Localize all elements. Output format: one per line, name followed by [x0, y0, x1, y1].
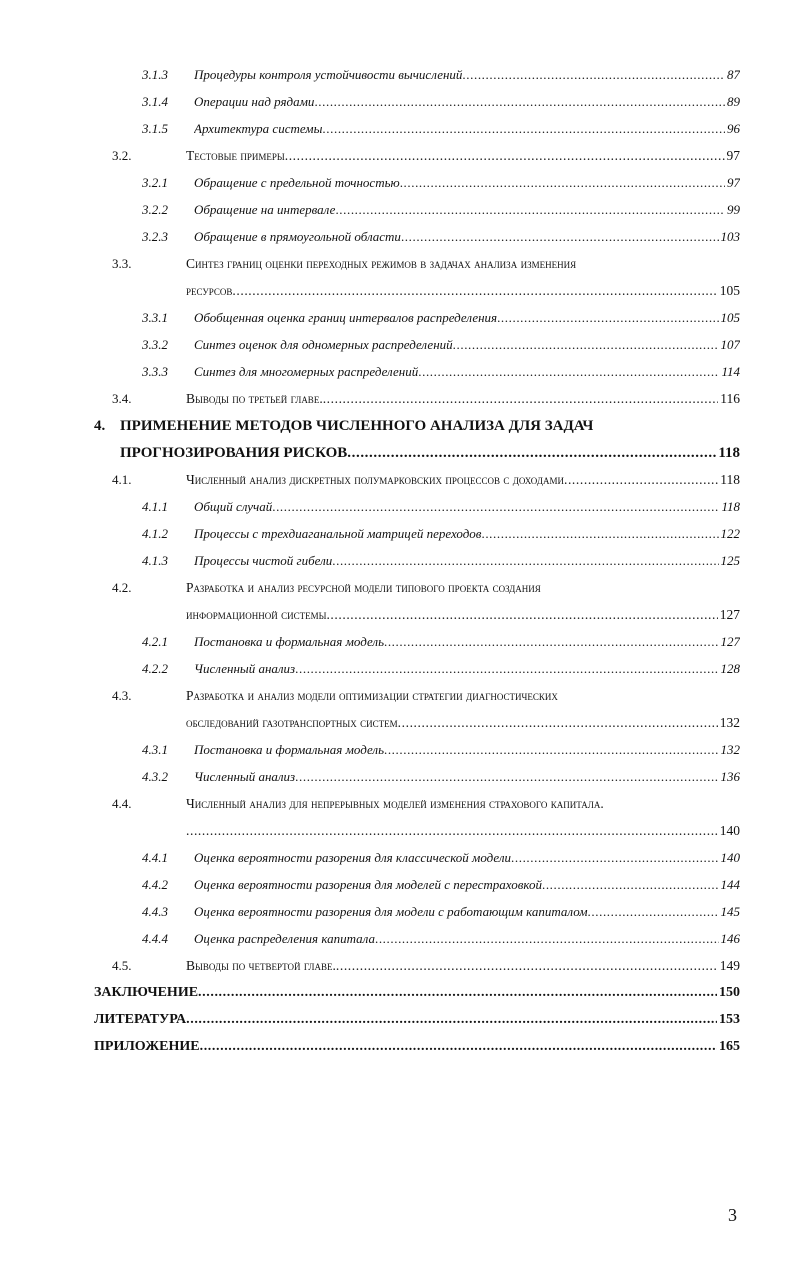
toc-title-continuation: ресурсов — [186, 283, 233, 298]
toc-page: 87 — [727, 67, 740, 82]
toc-leader — [511, 845, 718, 871]
toc-page: 114 — [721, 364, 740, 379]
toc-number: 3.3.3 — [142, 364, 168, 379]
toc-row — [0, 224, 799, 250]
toc-number: 4.2.1 — [142, 634, 168, 649]
toc-number: 4.3. — [112, 688, 132, 703]
toc-leader — [375, 926, 719, 952]
toc-number: 3.1.5 — [142, 121, 168, 136]
toc-title: Синтез границ оценки переходных режимов в задачах анализа изменения — [186, 256, 577, 271]
toc-row — [0, 980, 799, 1006]
toc-entry — [120, 440, 740, 466]
toc-title: ЗАКЛЮЧЕНИЕ — [94, 985, 199, 1000]
toc-entry — [194, 494, 740, 520]
toc-title-continuation: информационной системы — [186, 607, 327, 622]
toc-page: 116 — [720, 391, 740, 406]
toc-entry — [194, 737, 740, 763]
toc-row — [0, 926, 799, 952]
toc-title-continuation: ПРОГНОЗИРОВАНИЯ РИСКОВ — [120, 445, 348, 461]
toc-row — [0, 494, 799, 520]
toc-number: 3.3.2 — [142, 337, 168, 352]
toc-page: 99 — [727, 202, 740, 217]
toc-page: 118 — [718, 445, 740, 461]
toc-page: 153 — [719, 1012, 740, 1027]
toc-number: 4.1.2 — [142, 526, 168, 541]
toc-number: 3.3.1 — [142, 310, 168, 325]
toc-number: 4.4. — [112, 796, 132, 811]
toc-title: Обобщенная оценка границ интервалов распределения — [194, 310, 498, 325]
toc-page: 89 — [727, 94, 740, 109]
toc-entry — [194, 224, 740, 250]
toc-entry — [94, 1034, 740, 1060]
toc-row — [0, 764, 799, 790]
toc-page: 132 — [720, 742, 740, 757]
toc-leader — [295, 656, 718, 682]
toc-row-continuation — [0, 278, 799, 304]
toc-page: 132 — [719, 715, 740, 730]
toc-number: 3.4. — [112, 391, 132, 406]
toc-entry — [194, 89, 740, 115]
toc-title: Численный анализ дискретных полумарковских процессов с доходами — [186, 472, 564, 487]
toc-row — [0, 548, 799, 574]
toc-row — [0, 656, 799, 682]
toc-entry — [186, 467, 740, 493]
toc-leader — [418, 359, 719, 385]
toc-row-continuation — [0, 818, 799, 844]
toc-leader — [186, 1007, 717, 1033]
toc-entry — [194, 926, 740, 952]
toc-row — [0, 143, 799, 169]
toc-row-continuation — [0, 440, 799, 466]
toc-leader — [453, 332, 719, 358]
toc-entry — [194, 62, 740, 88]
toc-leader — [347, 440, 716, 466]
toc-number: 4.3.1 — [142, 742, 168, 757]
toc-entry — [186, 602, 740, 628]
toc-page: 118 — [720, 472, 740, 487]
toc-row — [0, 737, 799, 763]
toc-row — [0, 413, 799, 439]
toc-entry — [194, 521, 740, 547]
toc-page: 140 — [719, 823, 740, 838]
toc-title: Процессы чистой гибели — [194, 553, 333, 568]
toc-entry — [94, 980, 740, 1006]
toc-title: Численный анализ — [194, 661, 296, 676]
toc-row — [0, 197, 799, 223]
toc-leader — [542, 872, 719, 898]
toc-number: 4.4.3 — [142, 904, 168, 919]
toc-page: 103 — [720, 229, 740, 244]
toc-row — [0, 89, 799, 115]
toc-entry — [194, 332, 740, 358]
toc-row — [0, 467, 799, 493]
toc-entry — [194, 197, 740, 223]
toc-page: 105 — [719, 283, 740, 298]
toc-number: 4.1.3 — [142, 553, 168, 568]
toc-row — [0, 116, 799, 142]
toc-title: Синтез оценок для одномерных распределений — [194, 337, 453, 352]
toc-number: 4.2. — [112, 580, 132, 595]
toc-page: 105 — [720, 310, 740, 325]
toc-entry — [194, 170, 740, 196]
toc-leader — [401, 224, 719, 250]
toc-leader — [285, 143, 725, 169]
toc-page: 144 — [720, 877, 740, 892]
toc-entry — [194, 359, 740, 385]
toc-title: Обращение с предельной точностью — [194, 175, 400, 190]
toc-row — [0, 791, 799, 817]
toc-title: Оценка вероятности разорения для модели с работающим капиталом — [194, 904, 588, 919]
toc-title: Постановка и формальная модель — [194, 634, 384, 649]
toc-page: 145 — [720, 904, 740, 919]
toc-title: Оценка распределения капитала — [194, 931, 375, 946]
toc-leader — [400, 170, 725, 196]
toc-entry — [194, 548, 740, 574]
toc-title-continuation: обследований газотранспортных систем — [186, 715, 398, 730]
toc-row — [0, 170, 799, 196]
toc-page: 149 — [719, 958, 740, 973]
toc-title: Разработка и анализ модели оптимизации стратегии диагностических — [186, 688, 558, 703]
toc-leader — [335, 197, 725, 223]
toc-title: Обращение в прямоугольной области — [194, 229, 401, 244]
toc-title: Общий случай — [194, 499, 273, 514]
toc-entry — [194, 845, 740, 871]
toc-entry — [94, 1007, 740, 1033]
toc-row — [0, 953, 799, 979]
toc-page: 165 — [719, 1039, 740, 1054]
toc-number: 3.2. — [112, 148, 132, 163]
toc-leader — [314, 89, 725, 115]
toc-row-continuation — [0, 710, 799, 736]
toc-leader — [326, 602, 717, 628]
toc-row-continuation — [0, 602, 799, 628]
toc-page: 97 — [726, 148, 740, 163]
toc-row — [0, 683, 799, 709]
toc-title: Оценка вероятности разорения для моделей с перестраховкой — [194, 877, 542, 892]
toc-title: Тестовые примеры — [186, 148, 285, 163]
toc-leader — [198, 980, 717, 1006]
toc-row — [0, 575, 799, 601]
toc-leader — [322, 116, 725, 142]
toc-number: 4.3.2 — [142, 769, 168, 784]
toc-number: 3.1.3 — [142, 67, 168, 82]
toc-page: 136 — [720, 769, 740, 784]
toc-entry — [186, 710, 740, 736]
toc-leader — [384, 629, 719, 655]
toc-number: 4. — [94, 418, 106, 434]
toc-leader — [588, 899, 719, 925]
toc-number: 4.2.2 — [142, 661, 168, 676]
toc-row — [0, 1007, 799, 1033]
toc-title: Синтез для многомерных распределений — [194, 364, 419, 379]
page-number: 3 — [728, 1205, 737, 1225]
toc-title: Операции над рядами — [194, 94, 315, 109]
toc-number: 4.4.4 — [142, 931, 168, 946]
toc-page: 128 — [720, 661, 740, 676]
toc-row — [0, 251, 799, 277]
toc-leader — [295, 764, 718, 790]
toc-number: 3.2.3 — [142, 229, 168, 244]
toc-page: 146 — [720, 931, 740, 946]
toc-title: Численный анализ — [194, 769, 296, 784]
toc-page: 125 — [720, 553, 740, 568]
toc-leader — [323, 386, 719, 412]
toc-title: Процедуры контроля устойчивости вычислений — [194, 67, 463, 82]
toc-title: Численный анализ для непрерывных моделей изменения страхового капитала. — [186, 796, 604, 811]
toc-entry — [186, 278, 740, 304]
toc-title: ПРИЛОЖЕНИЕ — [94, 1039, 200, 1054]
toc-entry — [194, 899, 740, 925]
toc-entry — [194, 872, 740, 898]
toc-entry — [186, 143, 740, 169]
toc-row — [0, 629, 799, 655]
toc-leader — [272, 494, 719, 520]
toc-title: Постановка и формальная модель — [194, 742, 384, 757]
toc-number: 4.1. — [112, 472, 132, 487]
toc-row — [0, 899, 799, 925]
toc-leader — [232, 278, 717, 304]
toc-number: 4.4.1 — [142, 850, 168, 865]
toc-title: Оценка вероятности разорения для классической модели — [194, 850, 512, 865]
toc-row — [0, 62, 799, 88]
toc-leader — [497, 305, 718, 331]
toc-leader — [462, 62, 725, 88]
toc-row — [0, 305, 799, 331]
toc-row — [0, 1034, 799, 1060]
toc-page: 97 — [727, 175, 740, 190]
toc-title: Архитектура системы — [194, 121, 323, 136]
toc-title: Выводы по третьей главе. — [186, 391, 323, 406]
toc-entry — [186, 818, 740, 844]
toc-entry — [194, 764, 740, 790]
toc-leader — [564, 467, 718, 493]
toc-row — [0, 332, 799, 358]
toc-row — [0, 521, 799, 547]
toc-page: 107 — [720, 337, 740, 352]
toc-leader — [398, 710, 718, 736]
toc-page: 140 — [720, 850, 740, 865]
toc-page: 150 — [719, 985, 740, 1000]
toc-entry — [194, 305, 740, 331]
toc-title: ПРИМЕНЕНИЕ МЕТОДОВ ЧИСЛЕННОГО АНАЛИЗА ДЛЯ ЗАДАЧ — [120, 418, 594, 434]
toc-row — [0, 872, 799, 898]
toc-page: 127 — [720, 634, 740, 649]
toc-leader — [186, 818, 718, 844]
toc-number: 4.5. — [112, 958, 132, 973]
toc-number: 3.2.2 — [142, 202, 168, 217]
toc-row — [0, 845, 799, 871]
toc-title: ЛИТЕРАТУРА — [94, 1012, 187, 1027]
toc-page: 127 — [719, 607, 740, 622]
toc-title: Разработка и анализ ресурсной модели типового проекта создания — [186, 580, 541, 595]
toc-number: 3.1.4 — [142, 94, 168, 109]
toc-entry — [194, 656, 740, 682]
toc-leader — [384, 737, 719, 763]
toc-row — [0, 359, 799, 385]
toc-title: Выводы по четвертой главе. — [186, 958, 336, 973]
toc-number: 3.3. — [112, 256, 132, 271]
toc-row — [0, 386, 799, 412]
toc-number: 4.1.1 — [142, 499, 168, 514]
toc-page: 96 — [727, 121, 740, 136]
toc-page: 118 — [721, 499, 740, 514]
toc-title: Процессы с трехдиаганальной матрицей переходов — [194, 526, 482, 541]
toc-leader — [481, 521, 718, 547]
toc-entry — [186, 386, 740, 412]
toc-entry — [194, 116, 740, 142]
toc-leader — [336, 953, 718, 979]
toc-number: 3.2.1 — [142, 175, 168, 190]
toc-leader — [332, 548, 718, 574]
toc-entry — [194, 629, 740, 655]
toc-title: Обращение на интервале — [194, 202, 336, 217]
toc-number: 4.4.2 — [142, 877, 168, 892]
toc-entry — [186, 953, 740, 979]
toc-leader — [200, 1034, 717, 1060]
toc-page: 122 — [720, 526, 740, 541]
